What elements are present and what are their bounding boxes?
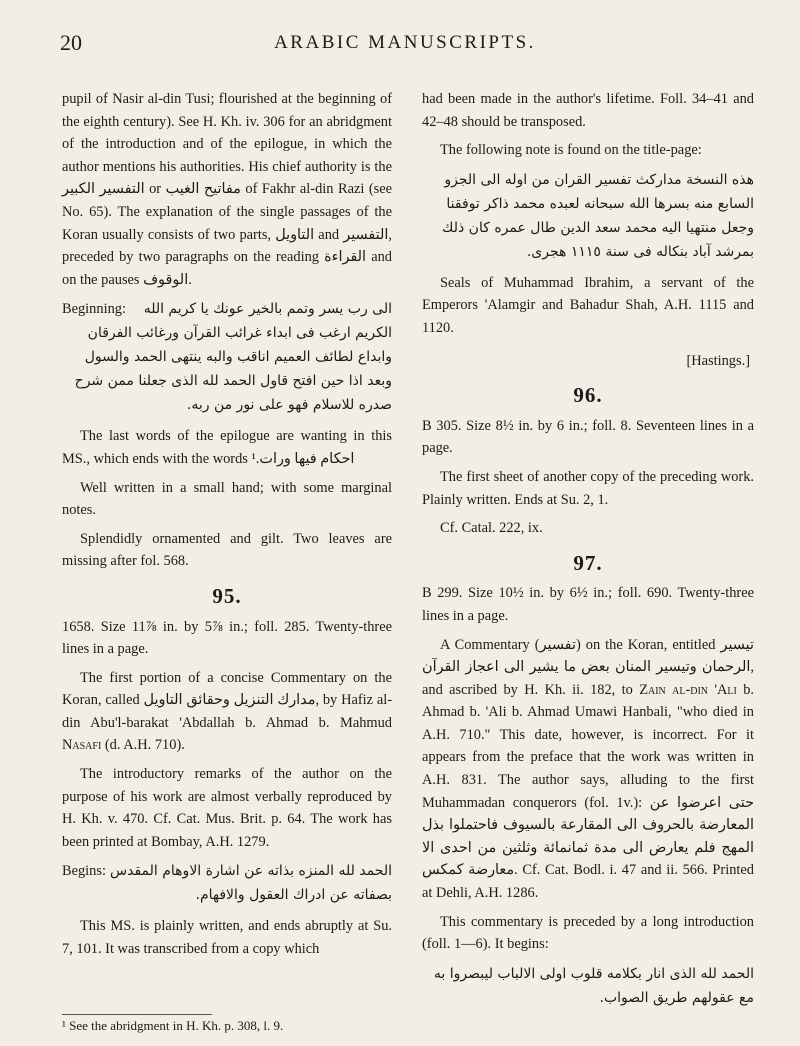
paragraph: B 299. Size 10½ in. by 6½ in.; foll. 690. Twenty-three lines in a page.	[422, 585, 754, 624]
paragraph: Cf. Catal. 222, ix.	[440, 520, 543, 537]
arabic-quotation	[62, 859, 392, 907]
arabic-quotation: الحمد لله الذى انار بكلامه قلوب اولى الالباب ليبصروا به مع عقولهم طريق الصواب.	[433, 965, 754, 1006]
text: (d. A.H. 710).	[101, 737, 185, 754]
paragraph	[62, 667, 392, 757]
paragraph: Seals of Muhammad Ibrahim, a servant of the Emperors 'Alamgir and Bahadur Shah, A.H. 1115 and 1120.	[422, 274, 754, 336]
paragraph: The introductory remarks of the author on the purpose of his work are almost verbally reproduced by H. Kh. v. 470. Cf. Cat. Mus. Brit. p. 64. The work has been printed at Bombay, A.H. 1279.	[62, 766, 392, 850]
paragraph: This commentary is preceded by a long introduction (foll. 1—6). It begins:	[422, 913, 754, 953]
paragraph: 1658. Size 11⅞ in. by 5⅞ in.; foll. 285. Twenty-three lines in a page.	[62, 618, 392, 658]
paragraph: pupil of Nasir al-din Tusi; flourished at the beginning of the eighth century). See H. Kh. iv. 306 for an abridgment of the introduction and of the epilogue, in which the author mentions his authorities. His chief authority is the التفسير الكبير or مفاتيح الغيب of Fakhr al-din Razi (see No. 65). The explanation of the single passages of the Koran usually consists of two parts, التاويل and التفسير, preceded by two paragraphs on the reading القراءة and on the pauses الوقوف.	[62, 91, 393, 288]
footnote: ¹ See the abridgment in H. Kh. p. 308, l. 9.	[62, 1018, 284, 1033]
page-number: 20	[60, 30, 82, 55]
arabic-quotation: هذه النسخة مداركث تفسير القران من اوله الى الجزو السابع منه بسرها الله سبحانه لعبده محمد ذاكر توفقنا وجعل منتهيا اليه محمد سعد الدين طال عمره كان ذلك بمرشد آباد بنكاله فى سنة ١١١٥ هجرى.	[441, 171, 754, 260]
footnote-rule	[62, 1014, 212, 1015]
entry-number: 96.	[573, 383, 603, 408]
paragraph: Splendidly ornamented and gilt. Two leaves are missing after fol. 568.	[62, 530, 392, 570]
author-name: Zain al-din 'Ali	[639, 681, 737, 698]
beginning-label: Beginning:	[62, 301, 126, 318]
text: The first portion of a concise Commentary on the Koran, called مدارك التنزيل وحقائق التاويل, by Hafiz al-din Abu'l-barakat 'Abdallah b. Ahmad b. Mahmud	[62, 669, 393, 731]
paragraph: Well written in a small hand; with some marginal notes.	[62, 479, 392, 519]
right-column	[422, 88, 754, 1018]
arabic-text: الى رب يسر وتمم بالخير عونك يا كريم الله الكريم ارغب فى ابداء غرائب القرآن ورغائب الفرقان وابداع لطائف العميم اناقب والبه ينتهى الحمد والسول وبعد اذا حين افتح قاول الحمد لله الذى جعلنا ممن شرح صدره للاسلام فهو على نور من ربه.	[74, 301, 392, 414]
begins-label: Begins:	[62, 863, 106, 880]
arabic-text: الحمد لله المنزه بذاته عن اشارة الاوهام المقدس بصفاته عن ادراك العقول والافهام.	[110, 863, 392, 904]
collection-label: [Hastings.]	[686, 352, 750, 369]
arabic-quotation	[62, 297, 392, 417]
text: A Commentary (تفسير) on the Koran, entitled تيسير الرحمان وتيسير المنان بعض ما يشير الى اعجاز القرآن, and ascribed by H. Kh. ii. 182, to	[422, 636, 754, 698]
paragraph: This MS. is plainly written, and ends abruptly at Su. 7, 101. It was transcribed from a copy which	[62, 918, 392, 958]
paragraph: The following note is found on the title-page:	[440, 142, 702, 159]
paragraph: had been made in the author's lifetime. Foll. 34–41 and 42–48 should be transposed.	[422, 91, 754, 130]
author-name: Nasafi	[62, 737, 102, 754]
paragraph: The first sheet of another copy of the preceding work. Plainly written. Ends at Su. 2, 1.	[422, 468, 754, 508]
left-column	[62, 88, 392, 967]
running-title: ARABIC MANUSCRIPTS.	[274, 32, 536, 53]
entry-number: 95.	[212, 583, 242, 608]
entry-number: 97.	[573, 550, 603, 575]
paragraph	[422, 634, 754, 905]
paragraph: B 305. Size 8½ in. by 6 in.; foll. 8. Seventeen lines in a page.	[422, 417, 754, 457]
page-header	[60, 30, 750, 56]
text: b. Ahmad b. 'Ali b. Ahmad Umawi Hanbali, "who died in A.H. 710." This date, however, is incorrect. For it appears from the preface that the work was written in A.H. 831. The author says, alluding to the first Muhammadan conquerors (fol. 1v.): حتى اعرضوا عن المعارضة بالحروف الى المقارعة بالسيوف فاحتملوا بذل المهج فلم يعارض الى مدة ثمانمائة وثلثين من احدى الا معارضة كمكس. Cf. Cat. Bodl. i. 47 and ii. 566. Printed at Dehli, A.H. 1286.	[422, 681, 755, 902]
paragraph: The last words of the epilogue are wanting in this MS., which ends with the words احكام فيها ورات.¹	[62, 428, 392, 467]
